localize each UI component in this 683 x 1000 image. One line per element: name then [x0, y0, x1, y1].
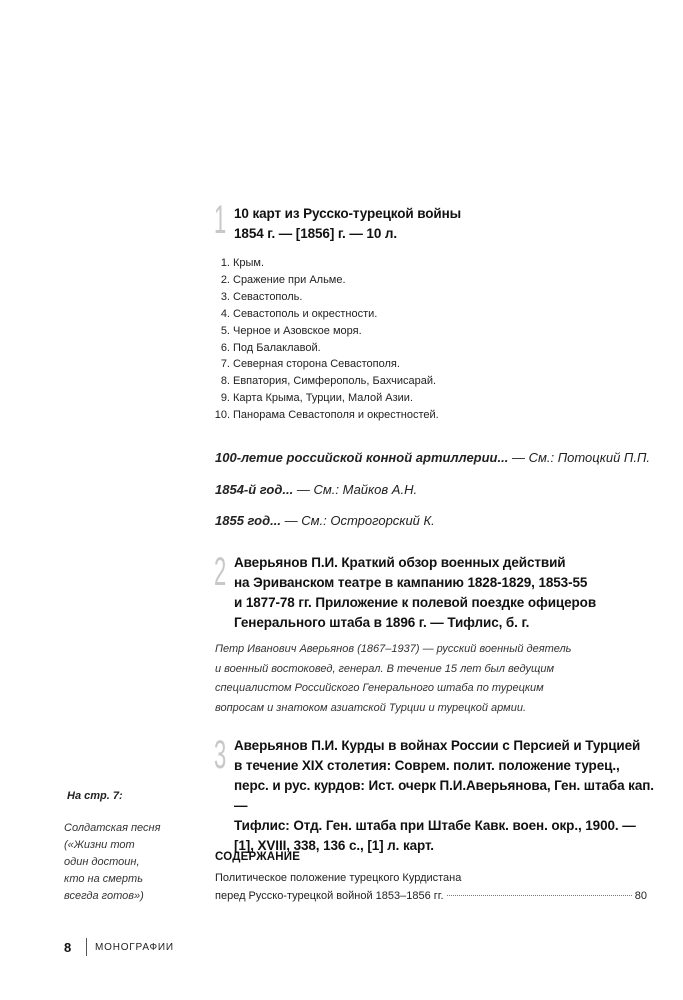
- entry-number-1: 1: [214, 198, 227, 242]
- entry-title-1: [234, 204, 654, 244]
- entry-title-line: перс. и рус. курдов: Ист. очерк П.И.Аверьянова, Ген. штаба кап. —: [234, 778, 654, 813]
- entry-title-line: в течение XIX столетия: Соврем. полит. положение турец.,: [234, 758, 620, 773]
- annotation-line: Петр Иванович Аверьянов (1867–1937) — русский военный деятель: [215, 643, 572, 655]
- footer-divider: [86, 938, 87, 956]
- sidebar-note-line: Солдатская песня: [64, 822, 161, 834]
- entry-title-line: 1854 г. — [1856] г. — 10 л.: [234, 226, 397, 241]
- annotation-line: вопросам и знатоком азиатской Турции и турецкой армии.: [215, 701, 526, 714]
- contents-list: [215, 869, 647, 905]
- entry-title-line: [1], XVIII, 338, 136 с., [1] л. карт.: [234, 838, 434, 853]
- sidebar-note: [64, 820, 174, 905]
- list-item: 1. Крым.: [220, 257, 265, 269]
- footer-section-label: МОНОГРАФИИ: [95, 942, 174, 953]
- contents-heading: СОДЕРЖАНИЕ: [215, 851, 301, 863]
- cross-ref-item: 100-летие российской конной артиллерии... — См.: Потоцкий П.П.: [215, 450, 650, 465]
- entry-title-line: на Эриванском театре в кампанию 1828-1829, 1853-55: [234, 575, 588, 590]
- sidebar-heading: На стр. 7:: [67, 790, 123, 802]
- list-item: 8. Евпатория, Симферополь, Бахчисарай.: [220, 375, 437, 388]
- list-item: 9. Карта Крыма, Турции, Малой Азии.: [220, 392, 414, 405]
- toc-line: Политическое положение турецкого Курдистана: [215, 872, 462, 884]
- entry-title-line: 10 карт из Русско-турецкой войны: [234, 206, 462, 221]
- sidebar-note-line: кто на смерть: [64, 873, 143, 885]
- toc-page-number: 80: [634, 890, 647, 902]
- entry-number-2: 2: [214, 550, 227, 594]
- list-item: 3. Севастополь.: [220, 290, 303, 303]
- toc-leader-dots: [447, 895, 632, 896]
- list-item: 4. Севастополь и окрестности.: [220, 307, 378, 320]
- entry-title-line: Тифлис: Отд. Ген. штаба при Штабе Кавк. воен. окр., 1900. —: [234, 818, 636, 833]
- entry-title-2: [234, 553, 654, 633]
- entry-title-line: Генерального штаба в 1896 г. — Тифлис, б. г.: [234, 615, 530, 630]
- sidebar-note-line: всегда готов»): [64, 890, 144, 902]
- cross-ref-item: 1854-й год... — См.: Майков А.Н.: [215, 482, 418, 497]
- entry-title-line: Аверьянов П.И. Курды в войнах России с Персией и Турцией: [234, 738, 641, 753]
- sidebar-note-line: («Жизни тот: [64, 839, 135, 851]
- cross-ref-item: 1855 год... — См.: Острогорский К.: [215, 513, 435, 528]
- annotation-line: и военный востоковед, генерал. В течение 15 лет был ведущим: [215, 662, 555, 675]
- list-item: 10. Панорама Севастополя и окрестностей.: [214, 409, 439, 422]
- toc-entry-text: перед Русско-турецкой войной 1853–1856 гг.: [215, 890, 444, 902]
- list-item: 5. Черное и Азовское моря.: [220, 324, 362, 337]
- entry-annotation: [215, 640, 635, 718]
- entry-number-3: 3: [214, 733, 227, 777]
- entry-title-3: [234, 736, 654, 856]
- page-number: 8: [64, 940, 72, 955]
- annotation-line: специалистом Российского Генерального штаба по турецким: [215, 682, 544, 694]
- list-item: 6. Под Балаклавой.: [220, 341, 321, 354]
- sidebar-note-line: один достоин,: [64, 856, 140, 868]
- list-item: 7. Северная сторона Севастополя.: [220, 358, 400, 371]
- entry-title-line: Аверьянов П.И. Краткий обзор военных действий: [234, 555, 566, 570]
- toc-line: [215, 887, 647, 905]
- list-item: 2. Сражение при Альме.: [220, 273, 346, 286]
- entry-title-line: и 1877-78 гг. Приложение к полевой поездке офицеров: [234, 595, 597, 610]
- map-list: [212, 255, 632, 424]
